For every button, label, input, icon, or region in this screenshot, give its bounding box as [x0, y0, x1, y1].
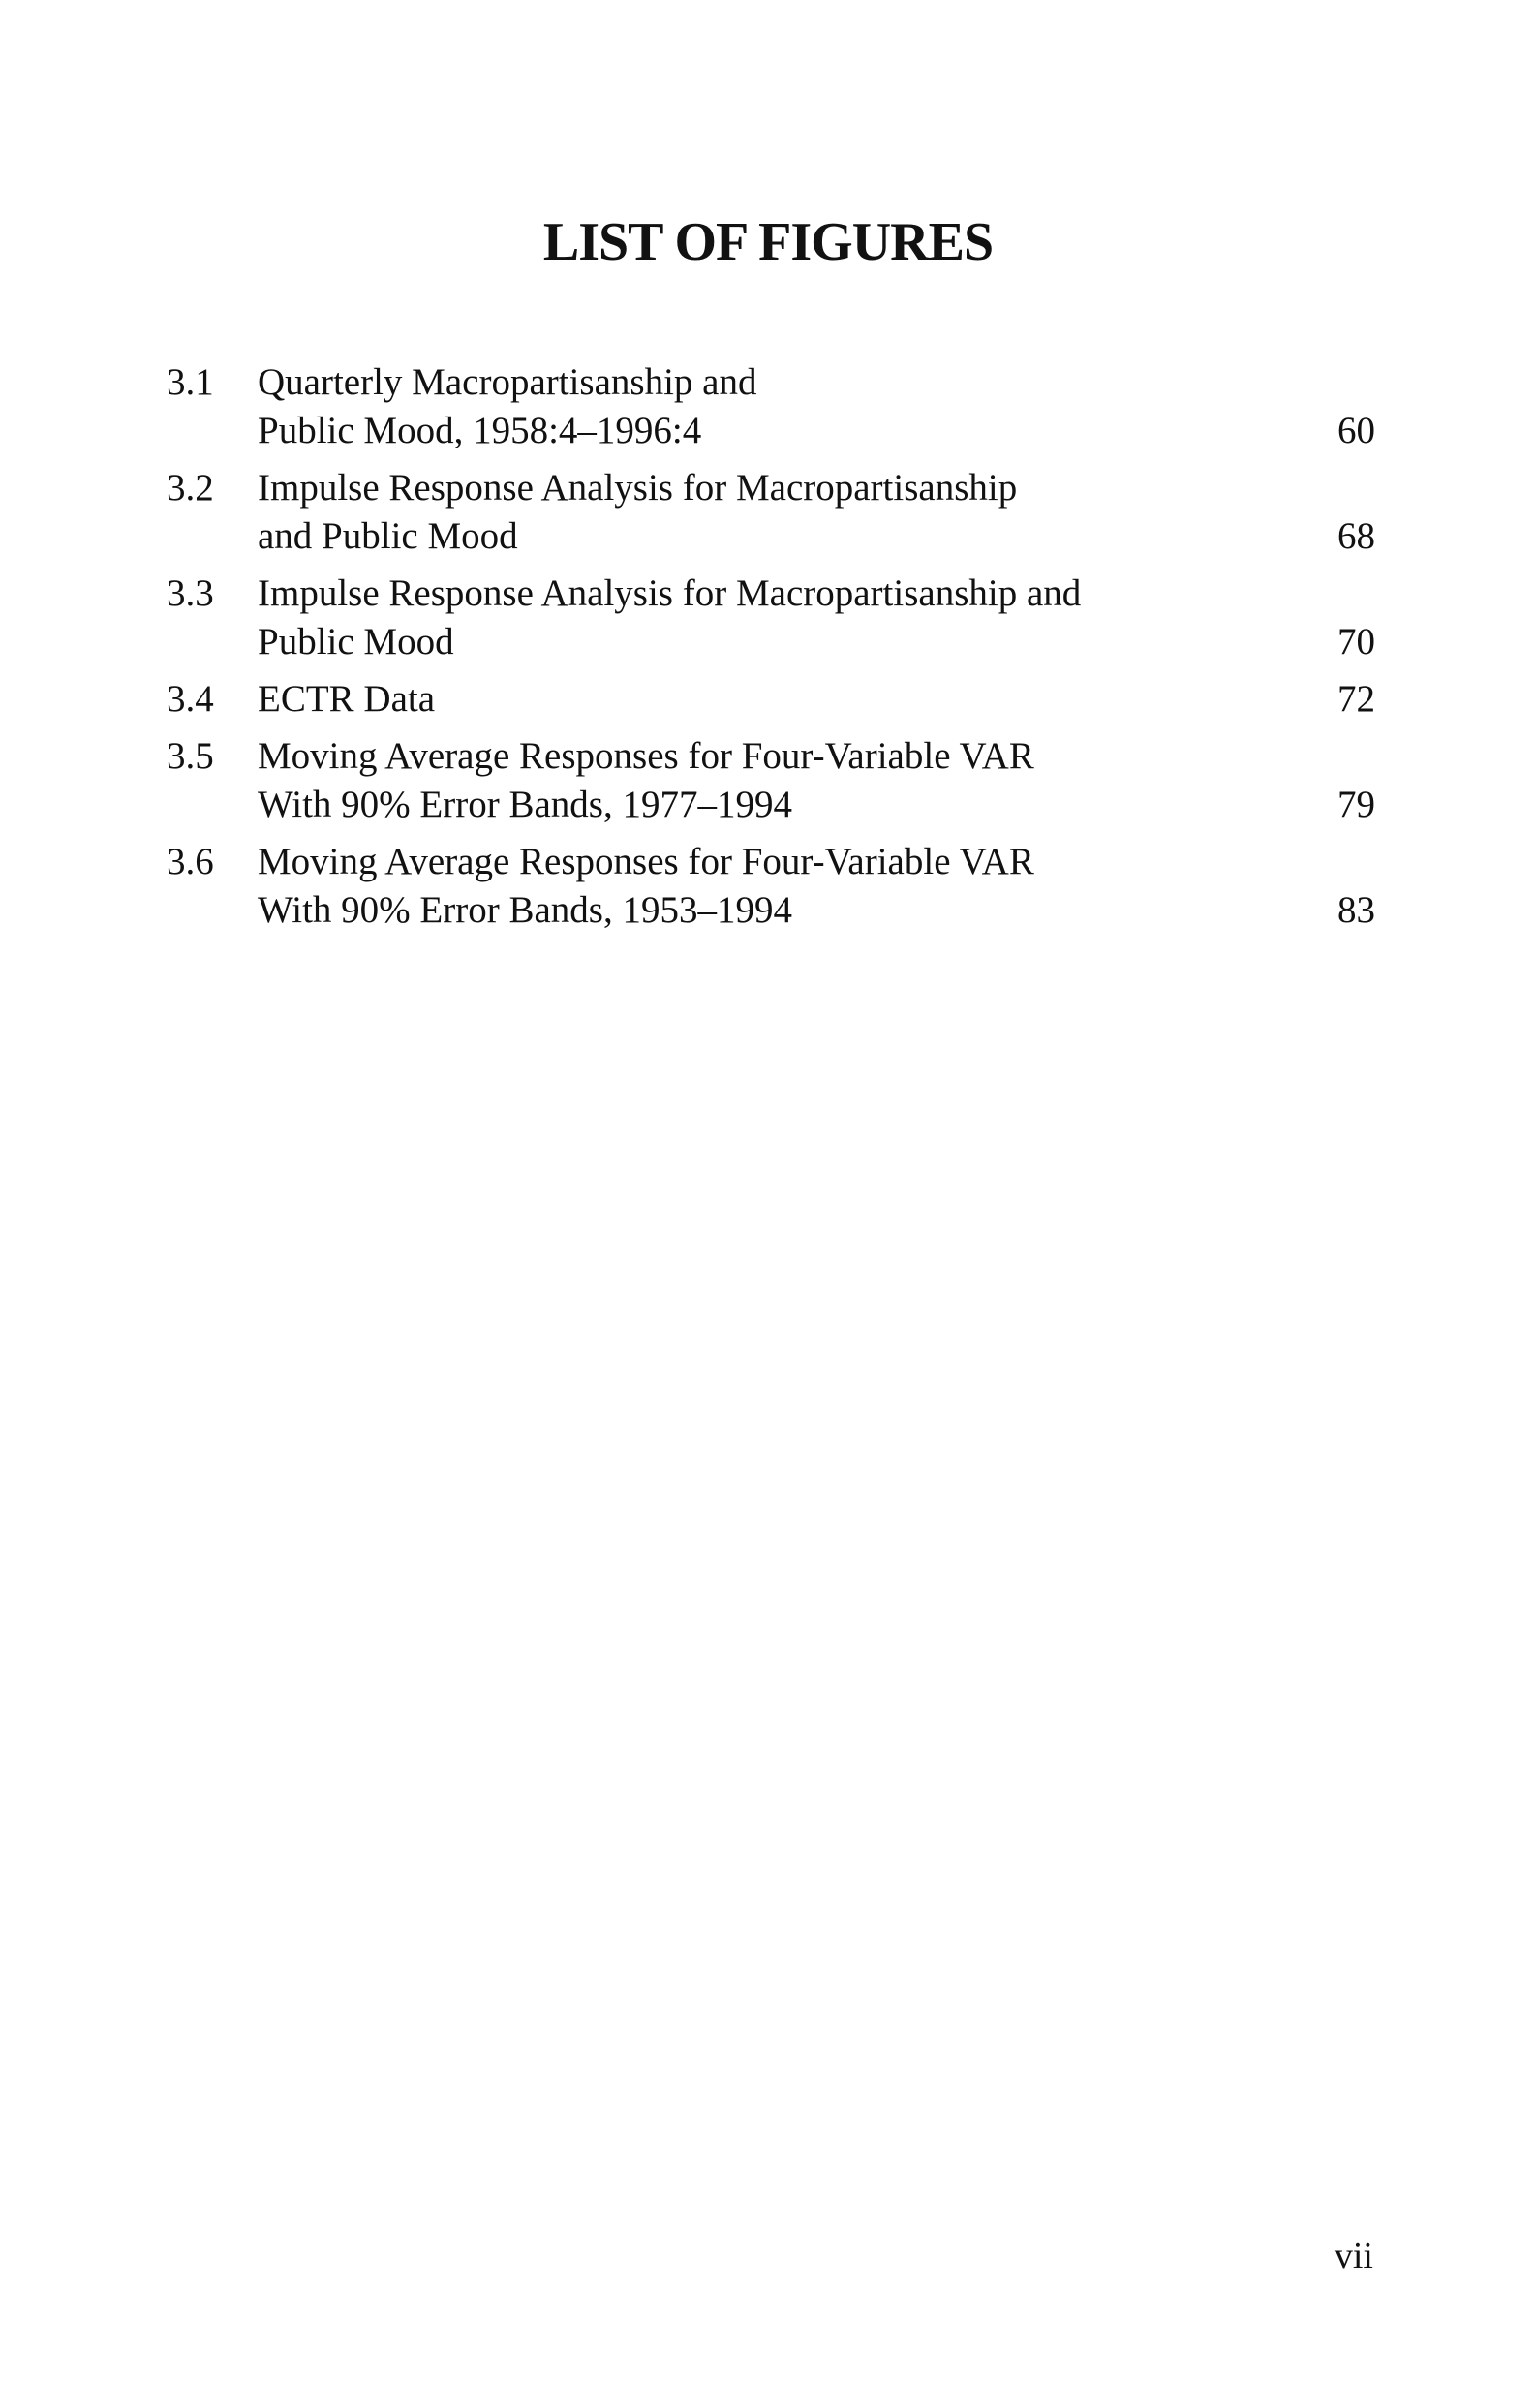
figure-page: 83 — [1337, 889, 1375, 931]
figure-page: 68 — [1337, 515, 1375, 557]
page-number: vii — [1334, 2236, 1373, 2276]
figure-entry — [167, 838, 1375, 935]
figure-caption — [258, 675, 1375, 724]
figure-number: 3.5 — [167, 735, 214, 777]
figure-number: 3.3 — [167, 572, 214, 614]
figure-caption — [258, 358, 1375, 455]
figure-caption — [258, 838, 1375, 935]
figure-caption-line: With 90% Error Bands, 1977–1994 — [258, 784, 792, 825]
figure-number: 3.1 — [167, 361, 214, 403]
figure-entry — [167, 675, 1375, 724]
figure-entry — [167, 358, 1375, 455]
figure-caption-line: Moving Average Responses for Four-Variable VAR — [258, 841, 1034, 882]
figure-caption-line: Public Mood — [258, 621, 454, 663]
figure-entry — [167, 570, 1375, 666]
figure-page: 60 — [1337, 410, 1375, 451]
figure-caption — [258, 732, 1375, 829]
figure-page: 79 — [1337, 784, 1375, 825]
figure-caption-line: and Public Mood — [258, 515, 518, 557]
figure-caption-line: Impulse Response Analysis for Macropartisanship and — [258, 572, 1082, 614]
figure-caption-line: Moving Average Responses for Four-Variable VAR — [258, 735, 1034, 777]
figure-caption-line: ECTR Data — [258, 678, 436, 720]
figure-number: 3.2 — [167, 467, 214, 509]
figure-number: 3.4 — [167, 678, 214, 720]
figure-page: 72 — [1337, 678, 1375, 720]
figure-caption-line: Public Mood, 1958:4–1996:4 — [258, 410, 702, 451]
figure-caption-line: Impulse Response Analysis for Macropartisanship — [258, 467, 1018, 509]
figure-entry — [167, 732, 1375, 829]
figure-list — [167, 358, 1375, 943]
figure-number: 3.6 — [167, 841, 214, 882]
figure-caption-line: With 90% Error Bands, 1953–1994 — [258, 889, 792, 931]
figure-caption — [258, 570, 1375, 666]
figure-caption — [258, 464, 1375, 561]
figure-page: 70 — [1337, 621, 1375, 663]
page-title: LIST OF FIGURES — [542, 212, 994, 272]
figure-caption-line: Quarterly Macropartisanship and — [258, 361, 757, 403]
figure-entry — [167, 464, 1375, 561]
